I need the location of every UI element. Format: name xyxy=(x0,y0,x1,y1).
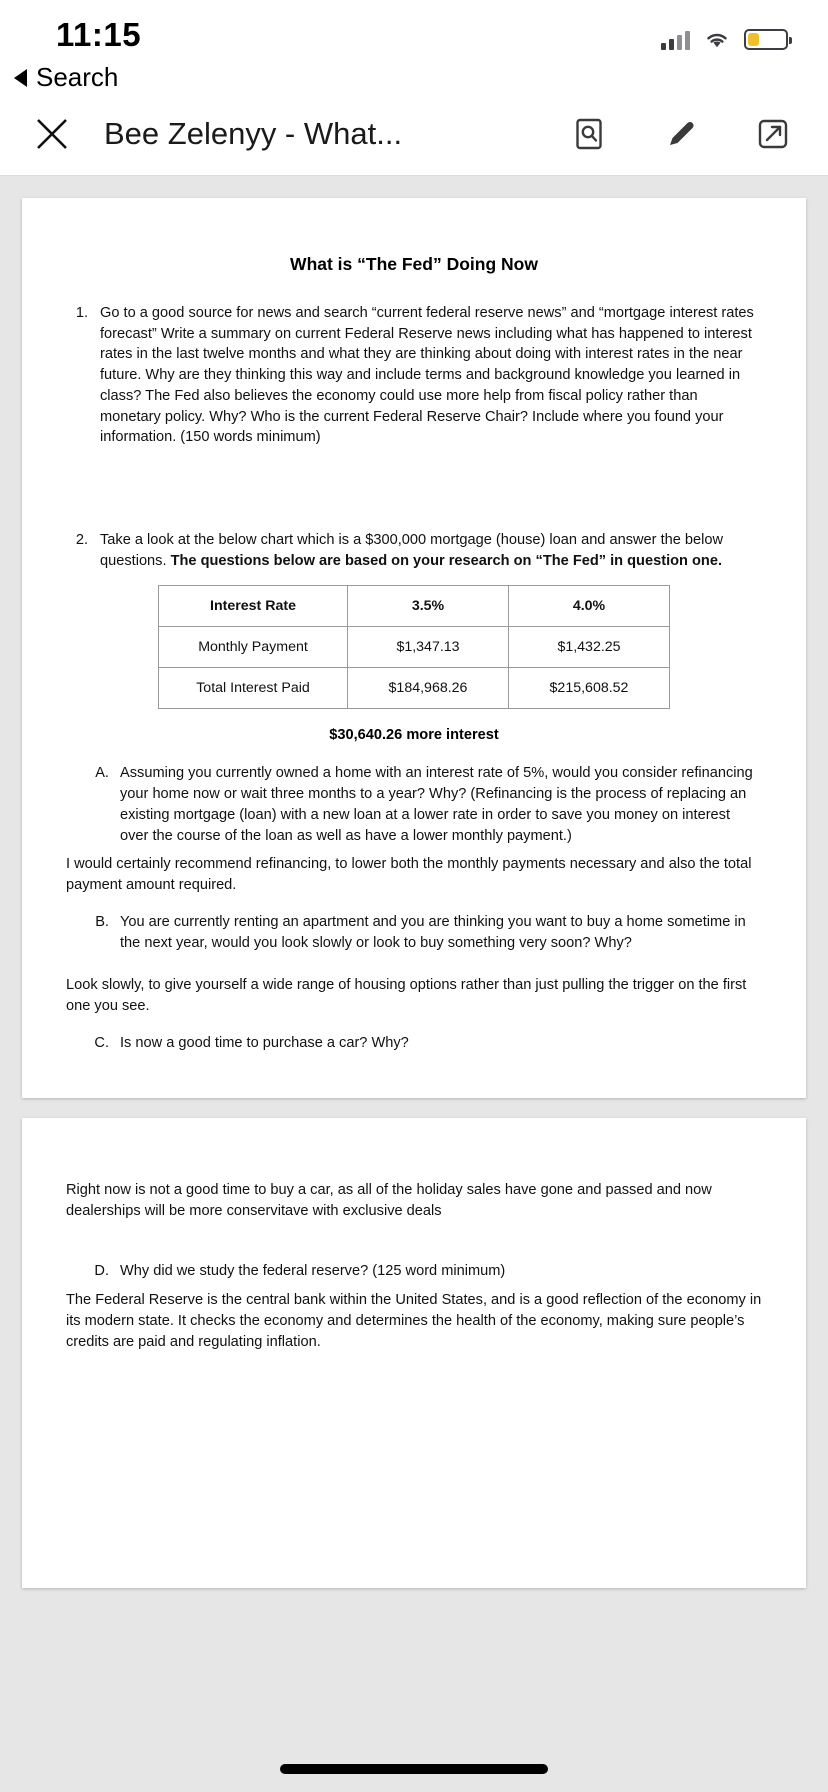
navigation-bar xyxy=(0,92,828,176)
table-cell-value: $215,608.52 xyxy=(509,668,670,709)
page-top-spacer xyxy=(66,1156,762,1180)
wifi-icon xyxy=(704,29,730,49)
edit-pencil-icon[interactable] xyxy=(660,113,702,155)
sub-question-d xyxy=(66,1261,762,1282)
table-cell-value: 3.5% xyxy=(348,586,509,627)
document-search-icon[interactable] xyxy=(568,113,610,155)
sub-question-a xyxy=(66,763,762,846)
sub-question-text: You are currently renting an apartment and you are thinking you want to buy a home sometime in the next year, would you look slowly or look to buy something very soon? Why? xyxy=(120,913,746,951)
sub-question-letter: B. xyxy=(95,913,109,930)
back-to-search-link[interactable] xyxy=(14,62,118,93)
sub-question-text: Is now a good time to purchase a car? Why? xyxy=(120,1034,409,1051)
table-cell-label: Monthly Payment xyxy=(159,627,348,668)
document-page-2 xyxy=(22,1118,806,1588)
table-row xyxy=(159,627,670,668)
mortgage-table-wrapper xyxy=(66,585,762,709)
section-spacer xyxy=(66,458,762,530)
home-indicator xyxy=(280,1764,548,1774)
status-indicators xyxy=(661,28,788,50)
document-page-1 xyxy=(22,198,806,1098)
questions-list xyxy=(66,303,762,571)
table-row xyxy=(159,668,670,709)
document-heading: What is “The Fed” Doing Now xyxy=(290,254,538,274)
table-cell-label: Interest Rate xyxy=(159,586,348,627)
mortgage-comparison-table xyxy=(158,585,670,709)
question-text-plain: Take a look at the below chart which is a $300,000 mortgage (house) loan and answer the below questions. xyxy=(100,532,724,569)
document-scroll-area[interactable] xyxy=(0,176,828,1792)
status-bar xyxy=(0,0,828,92)
question-text-bold: The questions below are based on your research on “The Fed” in question one. xyxy=(170,552,723,569)
table-cell-label: Total Interest Paid xyxy=(159,668,348,709)
sub-question-letter: C. xyxy=(94,1034,109,1051)
sub-question-b xyxy=(66,912,762,953)
question-text xyxy=(100,530,762,571)
back-link-label: Search xyxy=(36,62,119,92)
back-caret-icon xyxy=(14,69,27,87)
question-item-1 xyxy=(66,303,762,448)
answer-a: I would certainly recommend refinancing, to lower both the monthly payments necessary and also the total payment amount required. xyxy=(66,856,752,894)
answer-spacer xyxy=(66,1237,762,1261)
table-cell-value: $184,968.26 xyxy=(348,668,509,709)
answer-b: Look slowly, to give yourself a wide range of housing options rather than just pulling the trigger on the first one you see. xyxy=(66,977,747,1014)
table-cell-value: $1,347.13 xyxy=(348,627,509,668)
table-row xyxy=(159,586,670,627)
sub-question-letter: A. xyxy=(95,765,109,782)
sub-question-text: Why did we study the federal reserve? (125 word minimum) xyxy=(120,1263,506,1280)
answer-c: Right now is not a good time to buy a car, as all of the holiday sales have gone and passed and now dealerships will be more conservitave with exclusive deals xyxy=(66,1182,712,1219)
sub-question-c xyxy=(66,1033,762,1054)
sub-question-text: Assuming you currently owned a home with an interest rate of 5%, would you consider refinancing your home now or wait three months to a year? Why? (Refinancing is the process of replacing an existing mortgage (loan) with a new loan at a lower rate in order to save you money on interest over the course of the loan as well as have a lower monthly payment.) xyxy=(120,765,753,844)
answer-d: The Federal Reserve is the central bank within the United States, and is a good reflection of the economy in its modern state. It checks the economy and determines the health of the economy, making sure people’s credits are paid and regulating inflation. xyxy=(66,1292,762,1350)
page-title: Bee Zelenyy - What... xyxy=(104,115,403,151)
question-number: 2. xyxy=(75,532,88,549)
cellular-signal-icon xyxy=(661,28,690,50)
question-item-2 xyxy=(66,530,762,571)
navbar-actions xyxy=(568,113,794,155)
table-cell-value: $1,432.25 xyxy=(509,627,670,668)
more-interest-note: $30,640.26 more interest xyxy=(329,727,499,744)
question-number: 1. xyxy=(75,305,88,321)
status-time: 11:15 xyxy=(56,16,142,53)
close-icon[interactable] xyxy=(30,112,74,156)
answer-spacer xyxy=(66,961,762,975)
share-export-icon[interactable] xyxy=(752,113,794,155)
question-text: Go to a good source for news and search “current federal reserve news” and “mortgage interest rates forecast” Write a summary on current Federal Reserve news including what has happened to interest rates in the last twelve months and what they are thinking about doing with interest rates in the near future. Why are they thinking this way and include terms and background knowledge you learned in class? The Fed also believes the economy could use more help from fiscal policy rather than monetary policy. Why? Who is the current Federal Reserve Chair? Include where you found your information. (150 words minimum) xyxy=(100,305,754,446)
sub-question-letter: D. xyxy=(94,1263,109,1280)
battery-icon xyxy=(744,29,788,50)
table-cell-value: 4.0% xyxy=(509,586,670,627)
